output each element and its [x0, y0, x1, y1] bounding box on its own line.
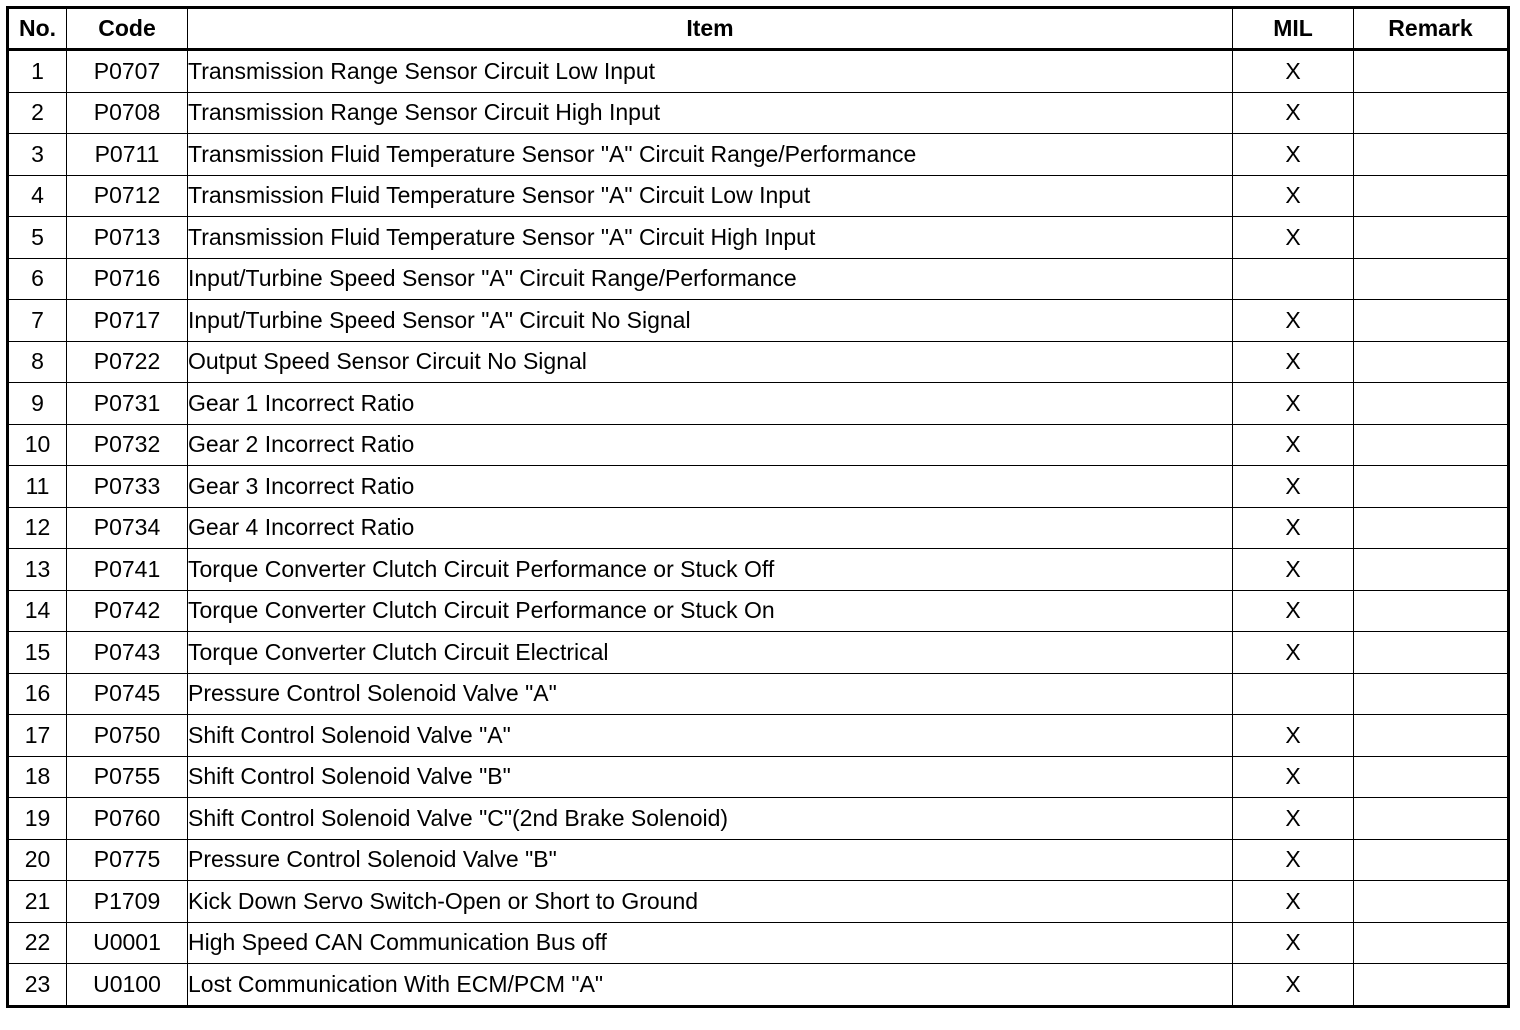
cell-item: Transmission Fluid Temperature Sensor "A" Circuit Low Input — [188, 175, 1233, 217]
cell-no: 22 — [8, 922, 67, 964]
cell-code: P0745 — [67, 673, 188, 715]
cell-remark — [1354, 632, 1509, 674]
cell-code: U0001 — [67, 922, 188, 964]
cell-remark — [1354, 300, 1509, 342]
cell-mil: X — [1233, 383, 1354, 425]
cell-mil: X — [1233, 300, 1354, 342]
cell-remark — [1354, 673, 1509, 715]
cell-mil: X — [1233, 715, 1354, 757]
cell-remark — [1354, 549, 1509, 591]
cell-item: Gear 3 Incorrect Ratio — [188, 466, 1233, 508]
cell-no: 20 — [8, 839, 67, 881]
cell-item: Kick Down Servo Switch-Open or Short to Ground — [188, 881, 1233, 923]
cell-no: 14 — [8, 590, 67, 632]
cell-no: 3 — [8, 134, 67, 176]
cell-remark — [1354, 424, 1509, 466]
cell-item: Torque Converter Clutch Circuit Performance or Stuck Off — [188, 549, 1233, 591]
cell-mil: X — [1233, 92, 1354, 134]
cell-no: 16 — [8, 673, 67, 715]
cell-remark — [1354, 798, 1509, 840]
cell-item: Shift Control Solenoid Valve "A" — [188, 715, 1233, 757]
cell-code: P0711 — [67, 134, 188, 176]
cell-no: 4 — [8, 175, 67, 217]
cell-no: 15 — [8, 632, 67, 674]
cell-mil: X — [1233, 881, 1354, 923]
cell-code: P0717 — [67, 300, 188, 342]
table-row — [8, 300, 1509, 342]
cell-no: 9 — [8, 383, 67, 425]
cell-mil: X — [1233, 839, 1354, 881]
cell-item: Gear 2 Incorrect Ratio — [188, 424, 1233, 466]
dtc-table — [6, 6, 1510, 1008]
cell-remark — [1354, 715, 1509, 757]
table-row — [8, 798, 1509, 840]
header-code: Code — [67, 8, 188, 50]
cell-mil: X — [1233, 964, 1354, 1007]
cell-code: P0742 — [67, 590, 188, 632]
cell-remark — [1354, 466, 1509, 508]
table-row — [8, 549, 1509, 591]
cell-remark — [1354, 507, 1509, 549]
cell-code: P0732 — [67, 424, 188, 466]
cell-item: Shift Control Solenoid Valve "B" — [188, 756, 1233, 798]
header-row — [8, 8, 1509, 50]
table-header — [8, 8, 1509, 50]
cell-no: 10 — [8, 424, 67, 466]
table-row — [8, 964, 1509, 1007]
cell-code: P0722 — [67, 341, 188, 383]
cell-mil: X — [1233, 134, 1354, 176]
cell-remark — [1354, 922, 1509, 964]
table-row — [8, 424, 1509, 466]
cell-mil: X — [1233, 549, 1354, 591]
cell-no: 17 — [8, 715, 67, 757]
cell-item: Torque Converter Clutch Circuit Performance or Stuck On — [188, 590, 1233, 632]
table-row — [8, 881, 1509, 923]
cell-code: U0100 — [67, 964, 188, 1007]
cell-remark — [1354, 258, 1509, 300]
cell-no: 18 — [8, 756, 67, 798]
cell-code: P0775 — [67, 839, 188, 881]
cell-remark — [1354, 50, 1509, 93]
cell-code: P0755 — [67, 756, 188, 798]
table-row — [8, 632, 1509, 674]
cell-item: Gear 4 Incorrect Ratio — [188, 507, 1233, 549]
cell-remark — [1354, 964, 1509, 1007]
cell-code: P0760 — [67, 798, 188, 840]
cell-no: 6 — [8, 258, 67, 300]
cell-code: P0731 — [67, 383, 188, 425]
table-row — [8, 92, 1509, 134]
cell-mil: X — [1233, 424, 1354, 466]
cell-item: Lost Communication With ECM/PCM "A" — [188, 964, 1233, 1007]
cell-item: Transmission Range Sensor Circuit High Input — [188, 92, 1233, 134]
table-row — [8, 673, 1509, 715]
table-row — [8, 507, 1509, 549]
cell-remark — [1354, 134, 1509, 176]
table-row — [8, 341, 1509, 383]
cell-no: 1 — [8, 50, 67, 93]
cell-mil: X — [1233, 466, 1354, 508]
cell-no: 7 — [8, 300, 67, 342]
cell-item: Shift Control Solenoid Valve "C"(2nd Brake Solenoid) — [188, 798, 1233, 840]
cell-code: P0750 — [67, 715, 188, 757]
cell-no: 2 — [8, 92, 67, 134]
cell-item: Torque Converter Clutch Circuit Electrical — [188, 632, 1233, 674]
cell-remark — [1354, 175, 1509, 217]
cell-remark — [1354, 881, 1509, 923]
table-row — [8, 383, 1509, 425]
cell-item: Gear 1 Incorrect Ratio — [188, 383, 1233, 425]
cell-item: Transmission Fluid Temperature Sensor "A" Circuit High Input — [188, 217, 1233, 259]
table-row — [8, 839, 1509, 881]
cell-remark — [1354, 217, 1509, 259]
cell-remark — [1354, 341, 1509, 383]
table-row — [8, 217, 1509, 259]
cell-mil — [1233, 673, 1354, 715]
table-body — [8, 50, 1509, 1007]
table-row — [8, 922, 1509, 964]
cell-mil: X — [1233, 756, 1354, 798]
cell-code: P1709 — [67, 881, 188, 923]
cell-mil: X — [1233, 632, 1354, 674]
table-row — [8, 756, 1509, 798]
cell-mil: X — [1233, 507, 1354, 549]
header-no: No. — [8, 8, 67, 50]
cell-mil: X — [1233, 341, 1354, 383]
cell-mil — [1233, 258, 1354, 300]
cell-item: Pressure Control Solenoid Valve "B" — [188, 839, 1233, 881]
cell-code: P0716 — [67, 258, 188, 300]
cell-remark — [1354, 383, 1509, 425]
cell-item: Input/Turbine Speed Sensor "A" Circuit Range/Performance — [188, 258, 1233, 300]
cell-no: 5 — [8, 217, 67, 259]
cell-no: 13 — [8, 549, 67, 591]
cell-remark — [1354, 839, 1509, 881]
table-row — [8, 50, 1509, 93]
cell-mil: X — [1233, 175, 1354, 217]
cell-item: Transmission Fluid Temperature Sensor "A" Circuit Range/Performance — [188, 134, 1233, 176]
cell-mil: X — [1233, 922, 1354, 964]
cell-mil: X — [1233, 50, 1354, 93]
cell-remark — [1354, 756, 1509, 798]
table-row — [8, 258, 1509, 300]
cell-mil: X — [1233, 798, 1354, 840]
cell-item: Output Speed Sensor Circuit No Signal — [188, 341, 1233, 383]
table-row — [8, 715, 1509, 757]
cell-no: 19 — [8, 798, 67, 840]
cell-remark — [1354, 590, 1509, 632]
cell-no: 21 — [8, 881, 67, 923]
cell-no: 12 — [8, 507, 67, 549]
cell-mil: X — [1233, 217, 1354, 259]
table-row — [8, 466, 1509, 508]
table-row — [8, 175, 1509, 217]
table-row — [8, 134, 1509, 176]
cell-no: 23 — [8, 964, 67, 1007]
header-remark: Remark — [1354, 8, 1509, 50]
cell-code: P0713 — [67, 217, 188, 259]
cell-remark — [1354, 92, 1509, 134]
cell-no: 8 — [8, 341, 67, 383]
cell-item: Input/Turbine Speed Sensor "A" Circuit No Signal — [188, 300, 1233, 342]
cell-code: P0743 — [67, 632, 188, 674]
header-item: Item — [188, 8, 1233, 50]
cell-code: P0707 — [67, 50, 188, 93]
cell-code: P0741 — [67, 549, 188, 591]
header-mil: MIL — [1233, 8, 1354, 50]
cell-item: Pressure Control Solenoid Valve "A" — [188, 673, 1233, 715]
cell-mil: X — [1233, 590, 1354, 632]
cell-code: P0708 — [67, 92, 188, 134]
cell-item: Transmission Range Sensor Circuit Low Input — [188, 50, 1233, 93]
cell-code: P0734 — [67, 507, 188, 549]
table-row — [8, 590, 1509, 632]
cell-no: 11 — [8, 466, 67, 508]
cell-code: P0712 — [67, 175, 188, 217]
cell-item: High Speed CAN Communication Bus off — [188, 922, 1233, 964]
cell-code: P0733 — [67, 466, 188, 508]
